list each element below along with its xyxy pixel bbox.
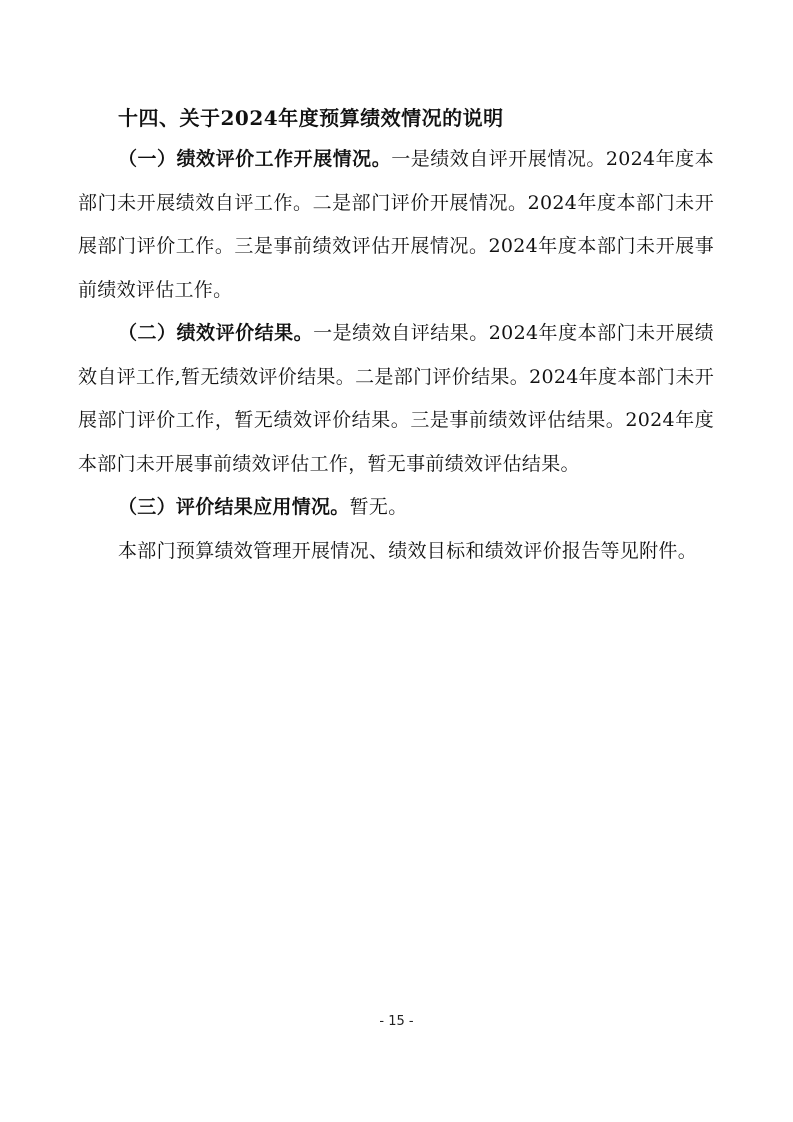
- paragraph-results-application: [78, 486, 714, 530]
- paragraph-lead: （二）绩效评价结果。: [118, 322, 314, 344]
- paragraph-attachment-note: [78, 530, 714, 574]
- paragraph-evaluation-work: [78, 138, 714, 312]
- paragraph-lead: （一）绩效评价工作开展情况。: [118, 148, 392, 170]
- paragraph-body: 暂无。: [349, 496, 408, 518]
- paragraph-body: 一是绩效自评结果。2024年度本部门未开展绩效自评工作,暂无绩效评价结果。二是部门评价结果。2024年度本部门未开展部门评价工作，暂无绩效评价结果。三是事前绩效评估结果。2024年度本部门未开展事前绩效评估工作，暂无事前绩效评估结果。: [78, 322, 714, 475]
- paragraph-evaluation-results: [78, 312, 714, 486]
- document-body: [78, 98, 714, 573]
- page-number: - 15 -: [379, 1014, 414, 1029]
- paragraph-lead: （三）评价结果应用情况。: [118, 496, 350, 518]
- section-heading: 十四、关于2024年度预算绩效情况的说明: [118, 106, 504, 130]
- paragraph-body: 一是绩效自评开展情况。2024年度本部门未开展绩效自评工作。二是部门评价开展情况。2024年度本部门未开展部门评价工作。三是事前绩效评估开展情况。2024年度本部门未开展事前绩效评估工作。: [78, 148, 714, 301]
- paragraph-body: 本部门预算绩效管理开展情况、绩效目标和绩效评价报告等见附件。: [118, 539, 698, 562]
